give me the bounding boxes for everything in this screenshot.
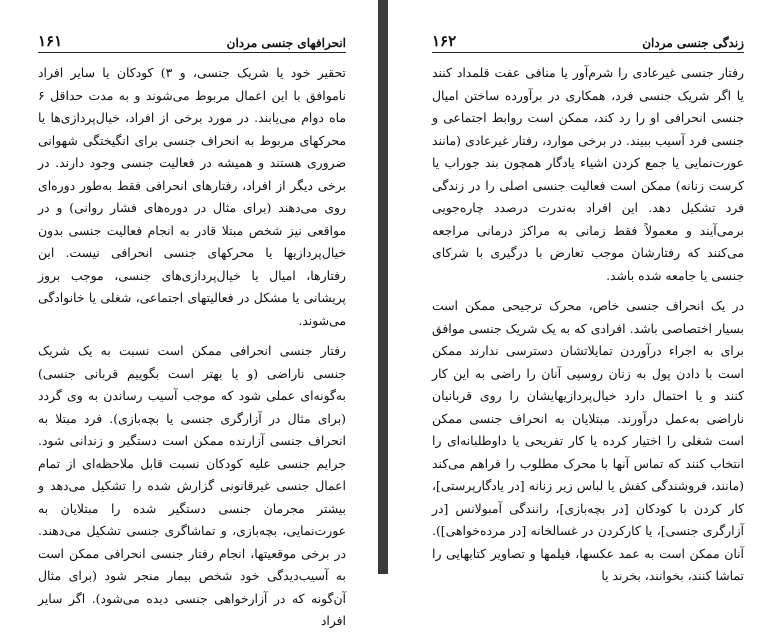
left-page-number: ۱۶۱ xyxy=(38,32,63,50)
right-page xyxy=(388,0,768,583)
right-header-title: زندگی جنسی مردان xyxy=(642,36,744,50)
left-page-body xyxy=(38,62,346,633)
left-page xyxy=(0,0,378,628)
right-paragraph-1: رفتار جنسی غیرعادی را شرم‌آور یا منافی عفت قلمداد کنند یا اگر شریک جنسی فرد، همکاری در برآورده ساختن امیال جنسی انحرافی او را رد کند، ممکن است روابط اجتماعی و جنسی فرد آسیب ببیند. در برخی موارد، رفتار غیرعادی (مانند عورت‌نمایی یا جمع کردن اشیاء یادگار همچون بند جوراب یا کرست زنانه) ممکن است فعالیت جنسی اصلی را در زندگی فرد تشکیل دهد. این افراد به‌ندرت درصدد چاره‌جویی برمی‌آیند و معمولاً فقط زمانی به مراکز درمانی مراجعه می‌کنند که رفتارشان موجب تعارض با درگیری با شرکای جنسی یا جامعه شده باشد. xyxy=(432,65,744,283)
right-header-rule xyxy=(432,52,744,53)
right-page-body xyxy=(432,62,744,588)
right-page-number: ۱۶۲ xyxy=(432,32,457,50)
left-header-title: انحرافهای جنسی مردان xyxy=(226,36,346,50)
book-gutter xyxy=(378,0,388,574)
right-paragraph-2: در یک انحراف جنسی خاص، محرک ترجیحی ممکن است بسیار اختصاصی باشد. افرادی که به یک شریک جنسی موافق برای به اجراء درآوردن تمایلاتشان دسترسی ندارند ممکن است با دادن پول به زنان روسپی آنان را راضی به این کار کنند و یا احتمال دارد خیال‌پردازیهایشان را روی قربانیان ناراضی به‌عمل درآورند. مبتلایان به انحراف جنسی ممکن است شغلی را اختیار کرده یا کار تفریحی یا داوطلبانه‌ای را انتخاب کنند که تماس آنها با محرک مطلوب را فراهم می‌کند (مانند، فروشندگی کفش یا لباس زیر زنانه [در یادگارپرستی]، کار کردن با کودکان [در بچه‌بازی]، رانندگی آمبولانس [در آزارگری جنسی]، یا کارکردن در غسالخانه [در مرده‌خواهی]). آنان ممکن است به عمد عکسها، فیلمها و تصاویر کتابهایی را تماشا کنند، بخوانند، بخرند یا xyxy=(432,298,744,583)
left-paragraph-1: تحقیر خود یا شریک جنسی، و ۳) کودکان یا سایر افراد ناموافق با این اعمال مربوط می‌شوند و به مدت حداقل ۶ ماه دوام می‌یابند. در مورد برخی از افراد، خیال‌پردازی‌ها یا محرکهای مربوط به انحراف جنسی برای انگیختگی شهوانی ضروری هستند و همیشه در فعالیت جنسی وجود دارند. در برخی دیگر از افراد، رفتارهای انحرافی فقط به‌طور دوره‌ای روی می‌دهند (برای مثال در دوره‌های فشار روانی) و در مواقعی نیز شخص مبتلا قادر به انجام فعالیت جنسی بدون خیال‌پردازیها یا محرکهای جنسی انحرافی نیست. این رفتارها، امیال یا خیال‌پردازی‌های جنسی، موجب بروز پریشانی یا مشکل در فعالیتهای اجتماعی، شغلی یا خانوادگی می‌شوند. xyxy=(38,65,346,328)
left-page-header xyxy=(38,30,346,50)
left-header-rule xyxy=(38,52,346,53)
left-paragraph-2: رفتار جنسی انحرافی ممکن است نسبت به یک شریک جنسی ناراضی (و یا بهتر است بگوییم قربانی جنسی) به‌گونه‌ای عملی شود که موجب آسیب رساندن به وی گردد (برای مثال در آزارگری جنسی یا بچه‌بازی). فرد مبتلا به انحراف جنسی آزارنده ممکن است دستگیر و زندانی شود. جرایم جنسی علیه کودکان نسبت قابل ملاحظه‌ای از تمام اعمال جنسی غیرقانونی گزارش شده را تشکیل می‌دهد و بیشتر مجرمان جنسی دستگیر شده را مبتلایان به عورت‌نمایی، بچه‌بازی، و تماشاگری جنسی تشکیل می‌دهند. در برخی موقعیتها، انجام رفتار جنسی انحرافی ممکن است به آسیب‌دیدگی خود شخص بیمار منجر شود (برای مثال آن‌گونه که در آزارخواهی جنسی دیده می‌شود). اگر سایر افراد xyxy=(38,343,346,628)
right-page-header xyxy=(432,30,744,50)
